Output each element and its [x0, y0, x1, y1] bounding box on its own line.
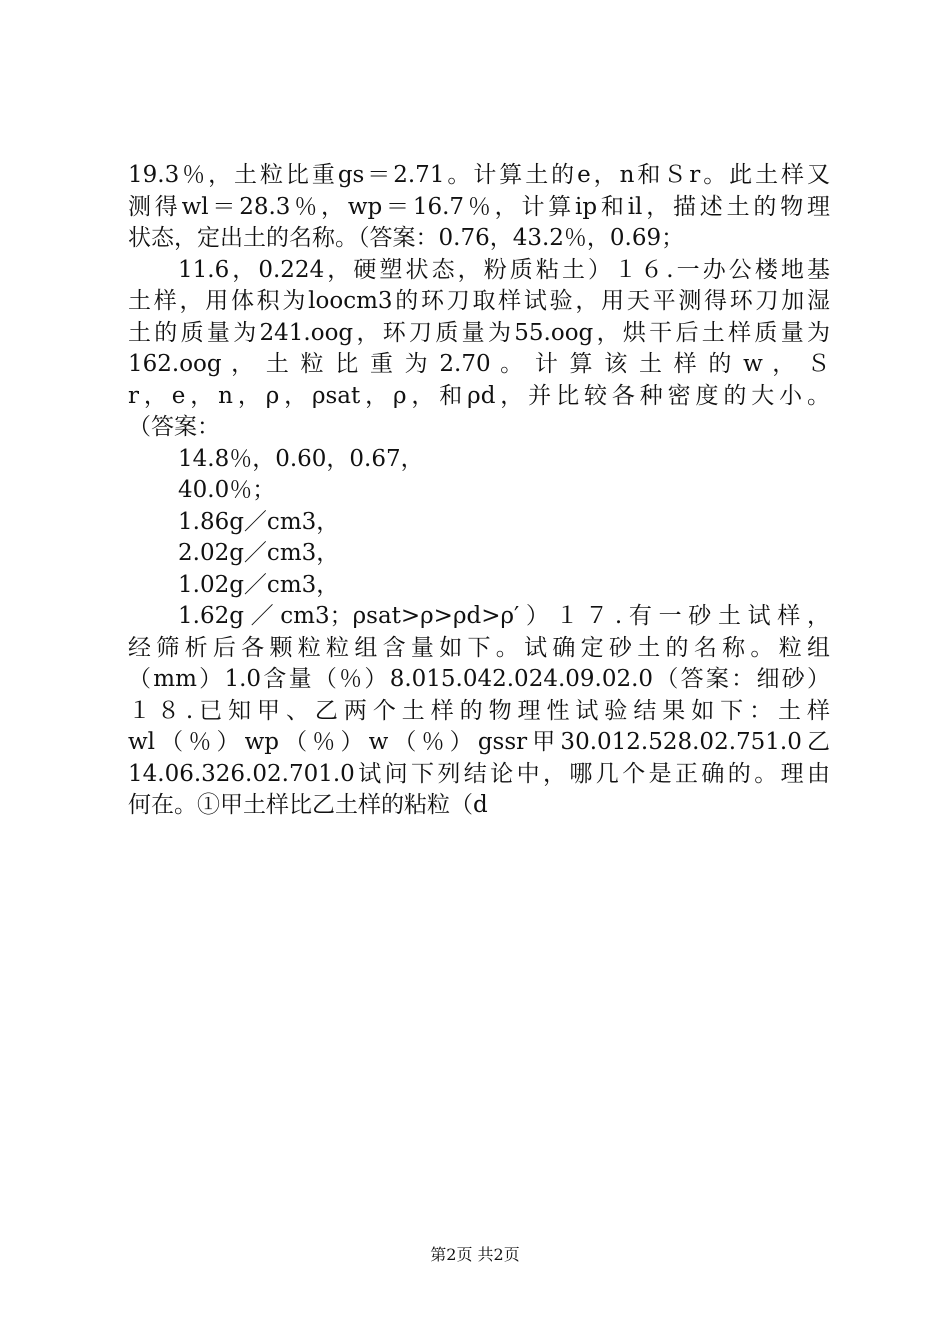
text-line: 162.oog ， 土 粒 比 重 为 2.70 。 计 算 该 土 样 的 w ， Ｓ: [128, 351, 830, 377]
text-line: 何在。①甲土样比乙土样的粘粒（d: [128, 792, 488, 818]
text-line: 土样，用体积为loocm3的环刀取样试验，用天平测得环刀加湿: [128, 288, 830, 314]
text-line: 状态，定出土的名称。（答案：0.76，43.2％，0.69；: [128, 225, 685, 251]
text-line: （答案：: [128, 414, 220, 440]
text-line: wl（％）wp（％）w（％）gssr甲30.012.528.02.751.0乙: [128, 729, 830, 755]
text-line: 1.02g／cm3，: [178, 571, 340, 598]
text-line: 40.0％；: [178, 477, 276, 503]
text-line: 土的质量为241.oog，环刀质量为55.oog，烘干后土样质量为: [128, 319, 830, 346]
body-text: [128, 160, 830, 822]
text-line: 14.8％，0.60，0.67，: [178, 445, 424, 472]
text-line: 1.86g／cm3，: [178, 508, 340, 535]
text-line: 2.02g／cm3，: [178, 540, 340, 566]
text-line: １８.已知甲、乙两个土样的物理性试验结果如下：土样: [128, 697, 830, 724]
text-line: 经筛析后各颗粒粒组含量如下。试确定砂土的名称。粒组: [128, 634, 830, 661]
page-number-label: 第2页 共2页: [430, 1245, 520, 1264]
text-line: 11.6，0.224，硬塑状态，粉质粘土）１６.一办公楼地基: [178, 256, 830, 283]
page-footer: [0, 1245, 950, 1265]
text-line: （mm）1.0含量（％）8.015.042.024.09.02.0（答案：细砂）: [128, 666, 830, 692]
text-line: r，e，n，ρ，ρsat，ρ，和ρd，并比较各种密度的大小。: [128, 382, 830, 409]
text-line: 测得wl＝28.3％，wp＝16.7％，计算ip和il，描述土的物理: [128, 193, 830, 220]
text-line: 14.06.326.02.701.0试问下列结论中，哪几个是正确的。理由: [128, 760, 830, 787]
text-line: 19.3％，土粒比重gs＝2.71。计算土的e，n和Ｓr。此土样又: [128, 162, 830, 188]
text-line: 1.62g／cm3；ρsat>ρ>ρd>ρ′）１７.有一砂土试样，: [178, 603, 830, 629]
